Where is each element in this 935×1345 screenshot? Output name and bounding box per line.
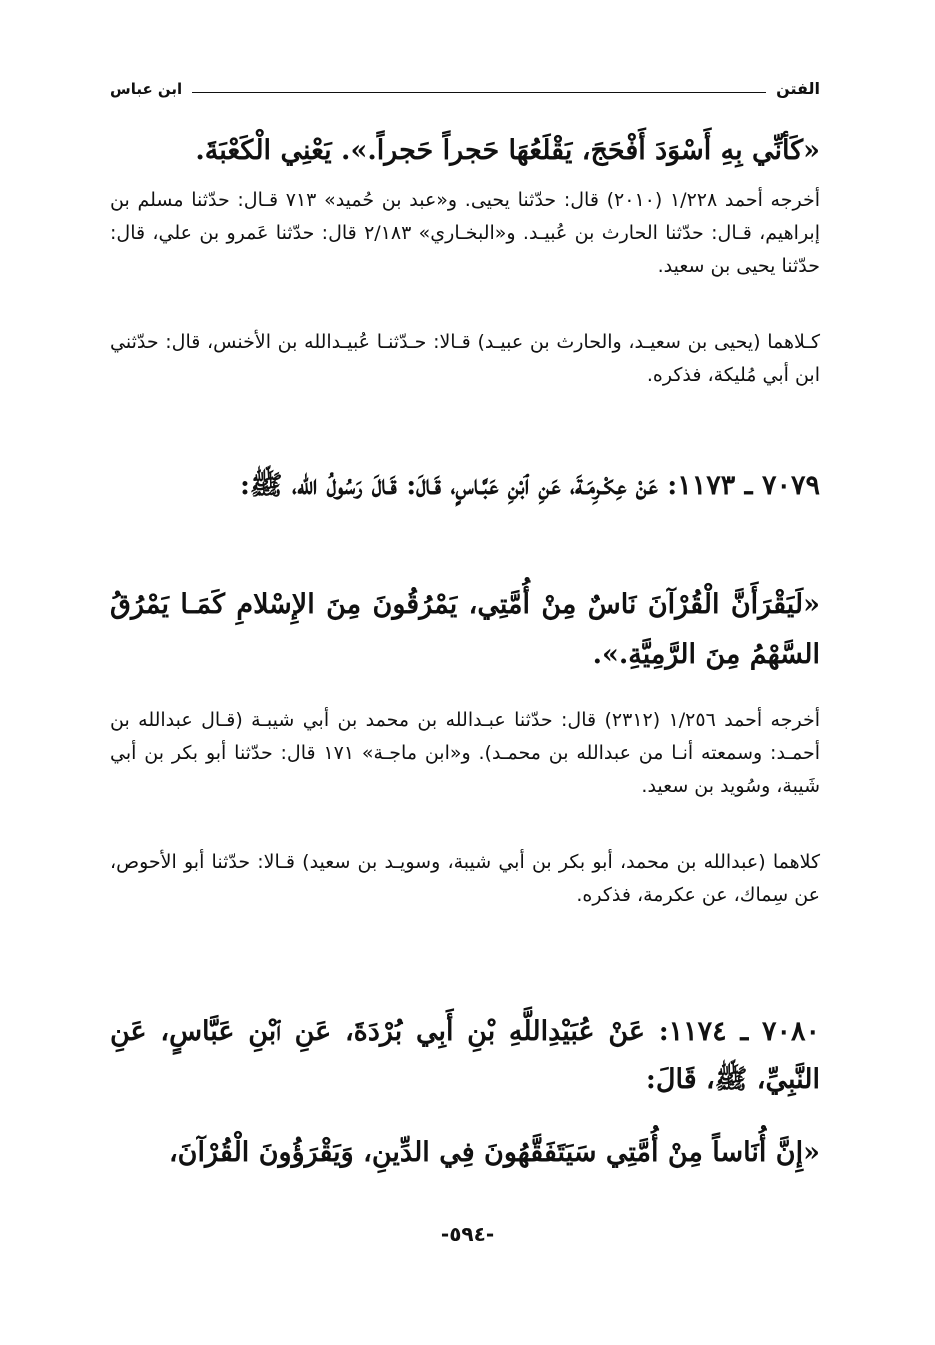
hadith-heading: ٧٠٨٠ ـ ١١٧٤: عَنْ عُبَيْدِاللَّهِ بْنِ أَبِي بُرْدَةَ، عَنِ ٱبْنِ عَبَّاسٍ، عَنِ النَّبِيِّ، ﷺ، قَالَ:: [110, 1016, 820, 1095]
running-header: [110, 72, 820, 98]
hadith-heading: ٧٠٧٩ ـ ١١٧٣: عَنْ عِكْـرِمَـةَ، عَنِ ٱبْنِ عَبَّـاسٍ، قَـالَ: قَـالَ رَسُولُ الله، ﷺ:: [239, 470, 820, 501]
matn-text: «كَأنِّي بِهِ أَسْوَدَ أَفْحَجَ، يَقْلَعُهَا حَجراً حَجراً.». يَعْنِي الْكَعْبَةَ.: [195, 135, 820, 166]
takhrij-note: أخرجه أحمد ١/٢٥٦ (٢٣١٢) قال: حدّثنا عبـدالله بن محمد بن أبي شيبـة (قـال عبدالله بن أحمـد: وسمعته أنـا من عبدالله بن محمـد). و«ابن ماجـة» ١٧١ قال: حدّثنا أبو بكر بن أبي شَيبة، وسُويد بن سعيد.: [110, 709, 820, 797]
matn-text: «إِنَّ أُنَاساً مِنْ أُمَّتِي سَيَتَفَقَّهُونَ فِي الدِّينِ، وَيَقْرَؤُونَ الْقُرْآنَ،: [168, 1137, 820, 1168]
book-title: الفتن: [776, 79, 820, 98]
takhrij-chain: كـلاهما (يحيى بن سعيـد، والحارث بن عبيـد) قـالا: حـدّثنـا عُبيـدالله بن الأخنس، قال: حدّثني ابن أبي مُليكة، فذكره.: [110, 331, 820, 386]
matn-text: «لَيَقْرَأَنَّ الْقُرْآنَ نَاسٌ مِنْ أُمَّتِي، يَمْرُقُونَ مِنَ الإِسْلامِ كَمَـا يَمْرُقُ السَّهْمُ مِنَ الرَّمِيَّةِ.».: [110, 589, 820, 670]
page-number: -٥٩٤-: [440, 1222, 495, 1246]
takhrij-note: أخرجه أحمد ١/٢٢٨ (٢٠١٠) قال: حدّثنا يحيى. و«عبد بن حُميد» ٧١٣ قـال: حدّثنا مسلم بن إبراهيم، قـال: حدّثنا الحارث بن عُبيـد. و«البخـاري» ٢/١٨٣ قال: حدّثنا عَمرو بن علي، قال: حدّثنا يحيى بن سعيد.: [110, 189, 820, 277]
takhrij-chain: كلاهما (عبدالله بن محمد، أبو بكر بن أبي شيبة، وسويـد بن سعيد) قـالا: حدّثنا أبو الأحوص، عن سِماك، عن عكرمة، فذكره.: [110, 851, 820, 906]
section-title: ابن عباس: [110, 80, 183, 98]
header-rule: [192, 92, 766, 93]
